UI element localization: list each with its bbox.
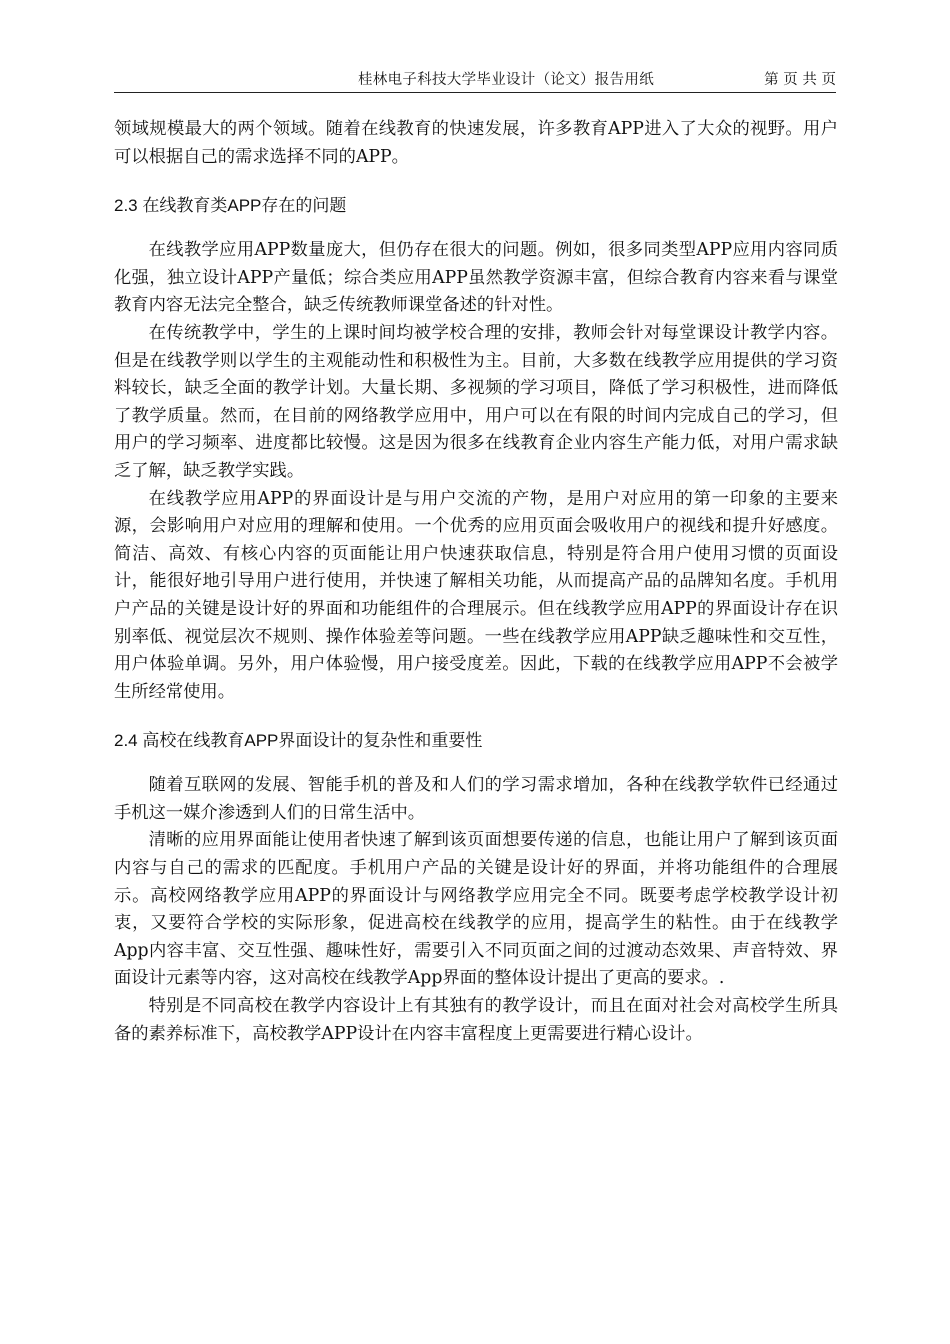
paragraph: 特别是不同高校在教学内容设计上有其独有的教学设计，而且在面对社会对高校学生所具备的素养标准下，高校教学APP设计在内容丰富程度上更需要进行精心设计。: [114, 996, 838, 1044]
paragraph: 清晰的应用界面能让使用者快速了解到该页面想要传递的信息，也能让用户了解到该页面内容与自己的需求的匹配度。手机用户产品的关键是设计好的界面，并将功能组件的合理展示。高校网络教学应用APP的界面设计与网络教学应用完全不同。既要考虑学校教学设计初衷，又要符合学校的实际形象，促进高校在线教学的应用，提高学生的粘性。由于在线教学App内容丰富、交互性强、趣味性好，需要引入不同页面之间的过渡动态效果、声音特效、界面设计元素等内容，这对高校在线教学App界面的整体设计提出了更高的要求。.: [114, 830, 838, 989]
section-heading-2-3: 2.3 在线教育类APP存在的问题: [114, 196, 347, 216]
page-header: [114, 64, 836, 93]
paragraph: 在线教学应用APP数量庞大，但仍存在很大的问题。例如，很多同类型APP应用内容同质化强，独立设计APP产量低；综合类应用APP虽然教学资源丰富，但综合教育内容来看与课堂教育内容无法完全整合，缺乏传统教师课堂备述的针对性。: [114, 240, 838, 316]
paragraph-continued: 领域规模最大的两个领域。随着在线教育的快速发展，许多教育APP进入了大众的视野。用户可以根据自己的需求选择不同的APP。: [114, 119, 838, 167]
section-heading-2-4: 2.4 高校在线教育APP界面设计的复杂性和重要性: [114, 731, 483, 751]
header-page-number: 第 页 共 页: [764, 72, 836, 88]
paragraph: 在线教学应用APP的界面设计是与用户交流的产物，是用户对应用的第一印象的主要来源，会影响用户对应用的理解和使用。一个优秀的应用页面会吸收用户的视线和提升好感度。简洁、高效、有核心内容的页面能让用户快速获取信息，特别是符合用户使用习惯的页面设计，能很好地引导用户进行使用，并快速了解相关功能，从而提高产品的品牌知名度。手机用户产品的关键是设计好的界面和功能组件的合理展示。但在线教学应用APP的界面设计存在识别率低、视觉层次不规则、操作体验差等问题。一些在线教学应用APP缺乏趣味性和交互性，用户体验单调。另外，用户体验慢，用户接受度差。因此，下载的在线教学应用APP不会被学生所经常使用。: [114, 488, 838, 702]
header-title: 桂林电子科技大学毕业设计（论文）报告用纸: [358, 72, 654, 88]
document-body: [114, 116, 838, 1048]
paragraph: 随着互联网的发展、智能手机的普及和人们的学习需求增加，各种在线教学软件已经通过手机这一媒介渗透到人们的日常生活中。: [114, 775, 838, 823]
paragraph: 在传统教学中，学生的上课时间均被学校合理的安排，教师会针对每堂课设计教学内容。但是在线教学则以学生的主观能动性和积极性为主。目前，大多数在线教学应用提供的学习资料较长，缺乏全面的教学计划。大量长期、多视频的学习项目，降低了学习积极性，进而降低了教学质量。然而，在目前的网络教学应用中，用户可以在有限的时间内完成自己的学习，但用户的学习频率、进度都比较慢。这是因为很多在线教育企业内容生产能力低，对用户需求缺乏了解，缺乏教学实践。: [114, 322, 838, 481]
